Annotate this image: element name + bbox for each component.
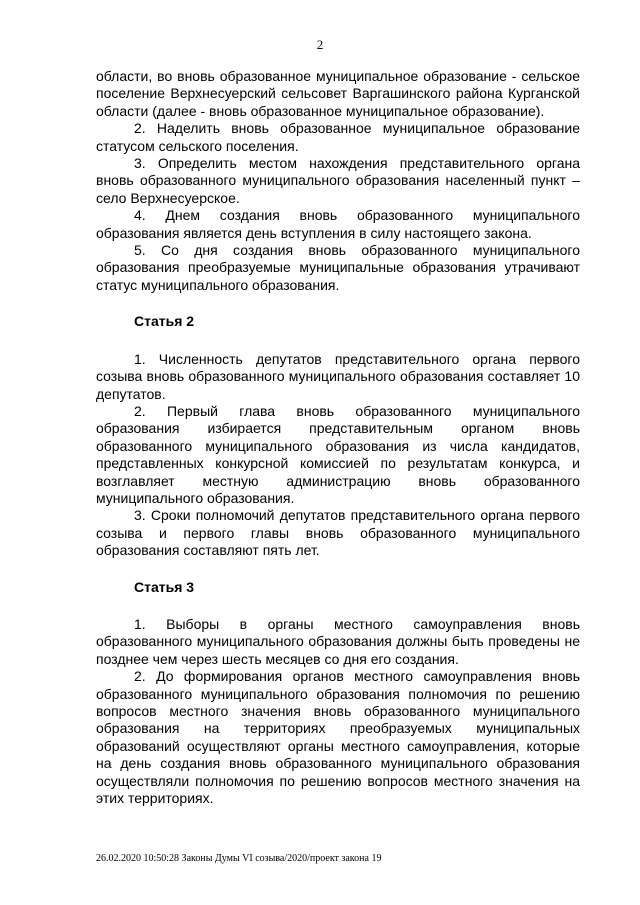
article-heading: Статья 2 [134, 313, 195, 330]
paragraph: 2. Наделить вновь образованное муниципальное образование статусом сельского поселения. [96, 120, 580, 154]
paragraph: 1. Выборы в органы местного самоуправления вновь образованного муниципального образования должны быть проведены не позднее чем через шесть месяцев со дня его создания. [96, 615, 580, 667]
document-footer: 26.02.2020 10:50:28 Законы Думы VI созыва/2020/проект закона 19 [96, 853, 382, 864]
document-body [96, 68, 580, 807]
paragraph: области, во вновь образованное муниципальное образование - сельское поселение Верхнесуерский сельсовет Варгашинского района Курганской области (далее - вновь образованное муниципальное образование). [96, 68, 580, 119]
page-number: 2 [316, 37, 324, 52]
paragraph: 3. Сроки полномочий депутатов представительного органа первого созыва и первого главы вновь образованного муниципального образования составляют пять лет. [96, 507, 580, 559]
paragraph: 4. Днем создания вновь образованного муниципального образования является день вступления в силу настоящего закона. [96, 207, 580, 241]
paragraph: 2. До формирования органов местного самоуправления вновь образованного муниципального образования полномочия по решению вопросов местного значения вновь образованного муниципального образования на территориях преобразуемых муниципальных образований осуществляют органы местного самоуправления, которые на день создания вновь образованного муниципального образования осуществляли полномочия по решению вопросов местного значения на этих территориях. [96, 668, 580, 807]
article-heading: Статья 3 [134, 578, 195, 595]
paragraph: 5. Со дня создания вновь образованного муниципального образования преобразуемые муниципальные образования утрачивают статус муниципального образования. [96, 242, 580, 293]
paragraph: 3. Определить местом нахождения представительного органа вновь образованного муниципального образования населенный пункт – село Верхнесуерское. [96, 155, 580, 206]
paragraph: 2. Первый глава вновь образованного муниципального образования избирается представительным органом вновь образованного муниципального образования из числа кандидатов, представленных конкурсной комиссией по результатам конкурса, и возглавляет местную администрацию вновь образованного муниципального образования. [96, 402, 580, 506]
paragraph: 1. Численность депутатов представительного органа первого созыва вновь образованного муниципального образования составляет 10 депутатов. [96, 350, 580, 402]
